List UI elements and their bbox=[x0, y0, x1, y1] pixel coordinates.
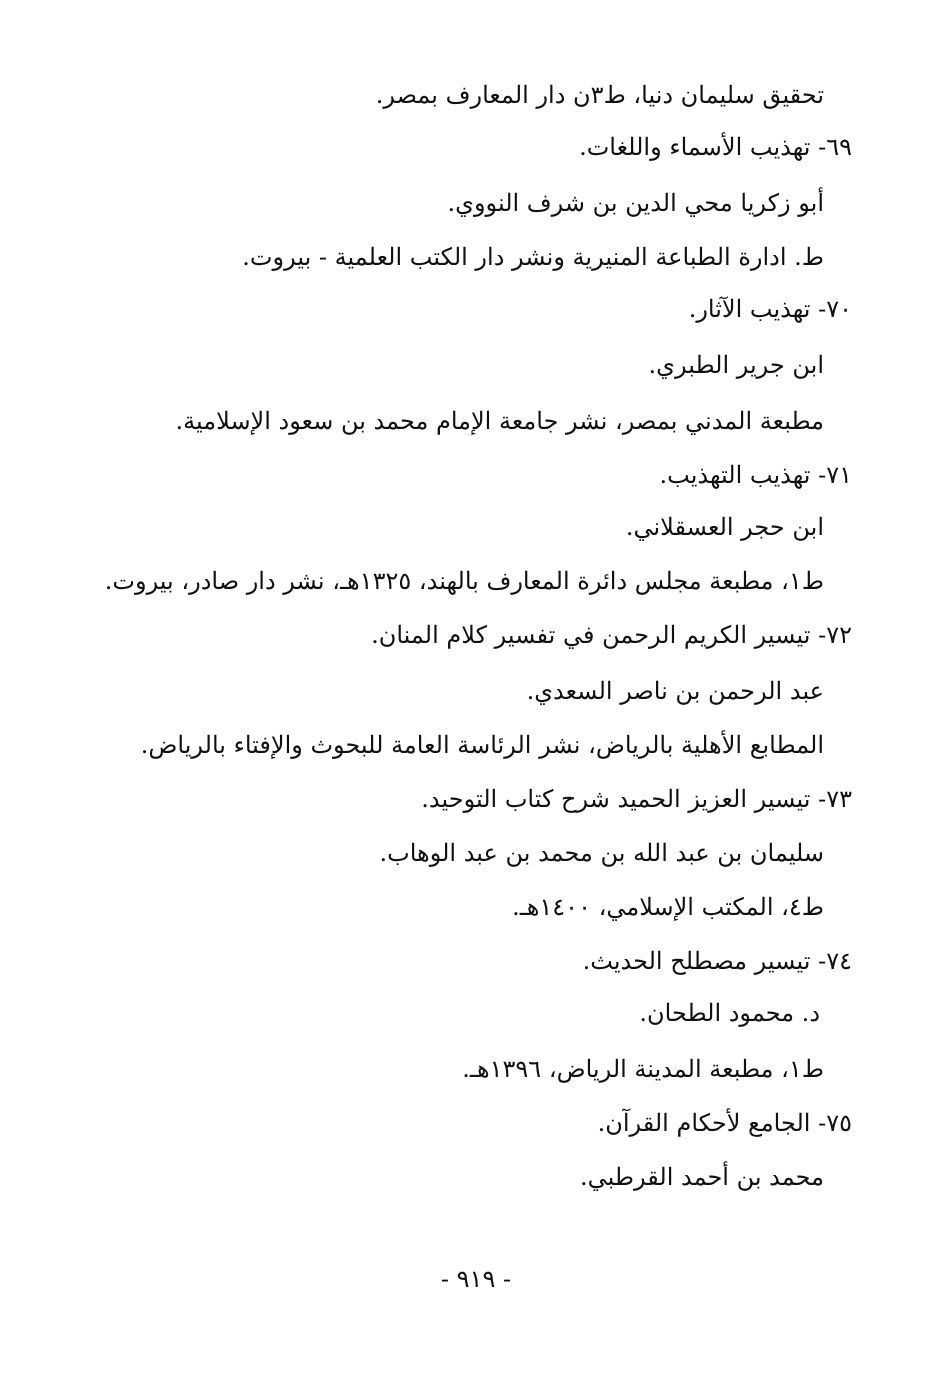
entry-title-71: ٧١- تهذيب التهذيب. bbox=[659, 461, 852, 489]
author-line: ابن جرير الطبري. bbox=[648, 351, 824, 379]
author-line: محمد بن أحمد القرطبي. bbox=[580, 1163, 824, 1191]
author-line: أبو زكريا محي الدين بن شرف النووي. bbox=[447, 189, 824, 217]
entry-title-72: ٧٢- تيسير الكريم الرحمن في تفسير كلام المنان. bbox=[371, 621, 852, 649]
publisher-line: ط١، مطبعة مجلس دائرة المعارف بالهند، ١٣٢٥هـ، نشر دار صادر، بيروت. bbox=[104, 567, 824, 595]
author-line: د. محمود الطحان. bbox=[639, 999, 820, 1027]
publisher-line: ط. ادارة الطباعة المنيرية ونشر دار الكتب العلمية - بيروت. bbox=[242, 243, 824, 271]
entry-title-74: ٧٤- تيسير مصطلح الحديث. bbox=[582, 947, 852, 975]
entry-title-69: ٦٩- تهذيب الأسماء واللغات. bbox=[579, 133, 852, 161]
publisher-line: تحقيق سليمان دنيا، ط٣ن دار المعارف بمصر. bbox=[375, 81, 824, 109]
page-number: - ٩١٩ - bbox=[440, 1265, 512, 1293]
publisher-line: المطابع الأهلية بالرياض، نشر الرئاسة العامة للبحوث والإفتاء بالرياض. bbox=[140, 731, 824, 759]
entry-title-75: ٧٥- الجامع لأحكام القرآن. bbox=[597, 1109, 852, 1137]
author-line: سليمان بن عبد الله بن محمد بن عبد الوهاب. bbox=[379, 839, 824, 867]
entry-title-70: ٧٠- تهذيب الآثار. bbox=[688, 295, 852, 323]
publisher-line: ط١، مطبعة المدينة الرياض، ١٣٩٦هـ. bbox=[462, 1055, 824, 1083]
entry-title-73: ٧٣- تيسير العزيز الحميد شرح كتاب التوحيد. bbox=[421, 785, 852, 813]
publisher-line: مطبعة المدني بمصر، نشر جامعة الإمام محمد بن سعود الإسلامية. bbox=[175, 407, 824, 435]
author-line: عبد الرحمن بن ناصر السعدي. bbox=[526, 677, 824, 705]
author-line: ابن حجر العسقلاني. bbox=[625, 513, 824, 541]
publisher-line: ط٤، المكتب الإسلامي، ١٤٠٠هـ. bbox=[512, 893, 824, 921]
